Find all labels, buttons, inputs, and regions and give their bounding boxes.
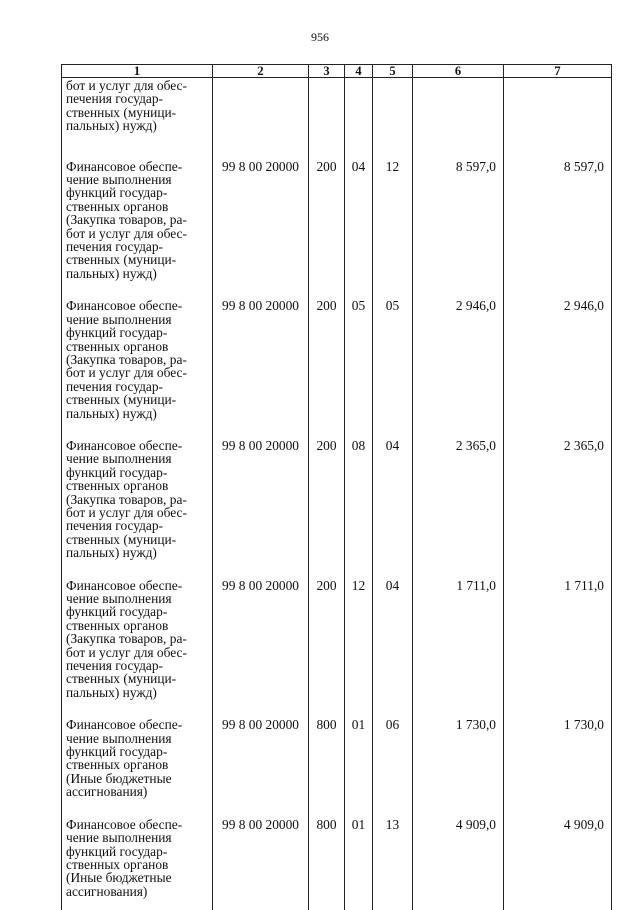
text-line: чение выполнения [66,592,212,605]
expense-name-cell [62,431,213,571]
page-number: 956 [0,30,640,45]
text-line: ственных органов [66,479,212,492]
subsection-cell: 04 [373,431,413,571]
text-line: Финансовое обеспе- [66,718,212,731]
text-line: печения государ- [66,92,212,105]
table-row [62,152,612,292]
table-body [62,78,612,910]
section-cell: 01 [345,710,373,809]
text-line: бот и услуг для обес- [66,227,212,240]
subsection-cell: 12 [373,152,413,292]
expense-name-cell [62,710,213,809]
expense-name-cell [62,571,213,711]
expense-type-cell: 800 [309,710,345,809]
amount-col6-cell: 2 946,0 [413,291,504,431]
subsection-cell: 13 [373,810,413,910]
text-line: пальных) нужд) [66,119,212,132]
text-line: ственных (муници- [66,253,212,266]
text-line: чение выполнения [66,173,212,186]
column-header-5: 5 [373,65,413,78]
column-header-4: 4 [345,65,373,78]
header-row [62,65,612,78]
target-code-cell: 99 8 00 20000 [213,431,309,571]
text-line: Финансовое обеспе- [66,439,212,452]
table-header [62,65,612,78]
empty-cell [413,78,504,152]
table-row [62,710,612,809]
text-line: ственных органов [66,619,212,632]
expense-name-cell [62,810,213,910]
amount-col7-cell: 4 909,0 [504,810,612,910]
text-line: бот и услуг для обес- [66,79,212,92]
column-header-7: 7 [504,65,612,78]
text-line: чение выполнения [66,732,212,745]
text-line: печения государ- [66,380,212,393]
text-line: (Иные бюджетные [66,772,212,785]
text-line: чение выполнения [66,313,212,326]
column-header-1: 1 [62,65,213,78]
expense-type-cell: 800 [309,810,345,910]
subsection-cell: 05 [373,291,413,431]
table-row [62,571,612,711]
subsection-cell: 04 [373,571,413,711]
text-line: Финансовое обеспе- [66,160,212,173]
amount-col7-cell: 2 946,0 [504,291,612,431]
text-line: (Закупка товаров, ра- [66,493,212,506]
empty-cell [373,78,413,152]
text-line: ассигнования) [66,885,212,898]
target-code-cell: 99 8 00 20000 [213,152,309,292]
text-line: ственных органов [66,200,212,213]
expense-type-cell: 200 [309,291,345,431]
section-cell: 12 [345,571,373,711]
amount-col6-cell: 1 711,0 [413,571,504,711]
text-line: бот и услуг для обес- [66,506,212,519]
text-line: ственных (муници- [66,393,212,406]
text-line: Финансовое обеспе- [66,299,212,312]
amount-col6-cell: 1 730,0 [413,710,504,809]
text-line: Финансовое обеспе- [66,579,212,592]
text-line: бот и услуг для обес- [66,366,212,379]
text-line: (Иные бюджетные [66,871,212,884]
budget-table [61,64,612,910]
expense-type-cell: 200 [309,152,345,292]
text-line: (Закупка товаров, ра- [66,213,212,226]
target-code-cell: 99 8 00 20000 [213,291,309,431]
continued-row [62,78,612,152]
text-line: ственных органов [66,758,212,771]
column-header-2: 2 [213,65,309,78]
text-line: функций государ- [66,466,212,479]
expense-type-cell: 200 [309,571,345,711]
section-cell: 04 [345,152,373,292]
budget-table-container [61,64,611,856]
text-line: пальных) нужд) [66,267,212,280]
expense-name-cell [62,152,213,292]
text-line: ственных (муници- [66,106,212,119]
empty-cell [345,78,373,152]
continued-text-cell [62,78,213,152]
amount-col6-cell: 8 597,0 [413,152,504,292]
table-row [62,810,612,910]
empty-cell [504,78,612,152]
subsection-cell: 06 [373,710,413,809]
text-line: ассигнования) [66,785,212,798]
expense-type-cell: 200 [309,431,345,571]
text-line: ственных (муници- [66,533,212,546]
amount-col6-cell: 4 909,0 [413,810,504,910]
text-line: ственных органов [66,340,212,353]
amount-col7-cell: 1 711,0 [504,571,612,711]
section-cell: 01 [345,810,373,910]
target-code-cell: 99 8 00 20000 [213,710,309,809]
table-row [62,291,612,431]
text-line: функций государ- [66,605,212,618]
table-row [62,431,612,571]
text-line: печения государ- [66,240,212,253]
amount-col7-cell: 8 597,0 [504,152,612,292]
text-line: пальных) нужд) [66,686,212,699]
text-line: функций государ- [66,745,212,758]
section-cell: 05 [345,291,373,431]
text-line: печения государ- [66,519,212,532]
text-line: пальных) нужд) [66,407,212,420]
amount-col7-cell: 2 365,0 [504,431,612,571]
column-header-6: 6 [413,65,504,78]
section-cell: 08 [345,431,373,571]
text-line: (Закупка товаров, ра- [66,632,212,645]
target-code-cell: 99 8 00 20000 [213,810,309,910]
empty-cell [213,78,309,152]
text-line: ственных органов [66,858,212,871]
text-line: печения государ- [66,659,212,672]
target-code-cell: 99 8 00 20000 [213,571,309,711]
column-header-3: 3 [309,65,345,78]
text-line: ственных (муници- [66,672,212,685]
text-line: пальных) нужд) [66,546,212,559]
expense-name-cell [62,291,213,431]
empty-cell [309,78,345,152]
text-line: функций государ- [66,186,212,199]
text-line: чение выполнения [66,452,212,465]
amount-col7-cell: 1 730,0 [504,710,612,809]
text-line: (Закупка товаров, ра- [66,353,212,366]
text-line: функций государ- [66,845,212,858]
text-line: бот и услуг для обес- [66,646,212,659]
text-line: функций государ- [66,326,212,339]
text-line: чение выполнения [66,831,212,844]
amount-col6-cell: 2 365,0 [413,431,504,571]
text-line: Финансовое обеспе- [66,818,212,831]
